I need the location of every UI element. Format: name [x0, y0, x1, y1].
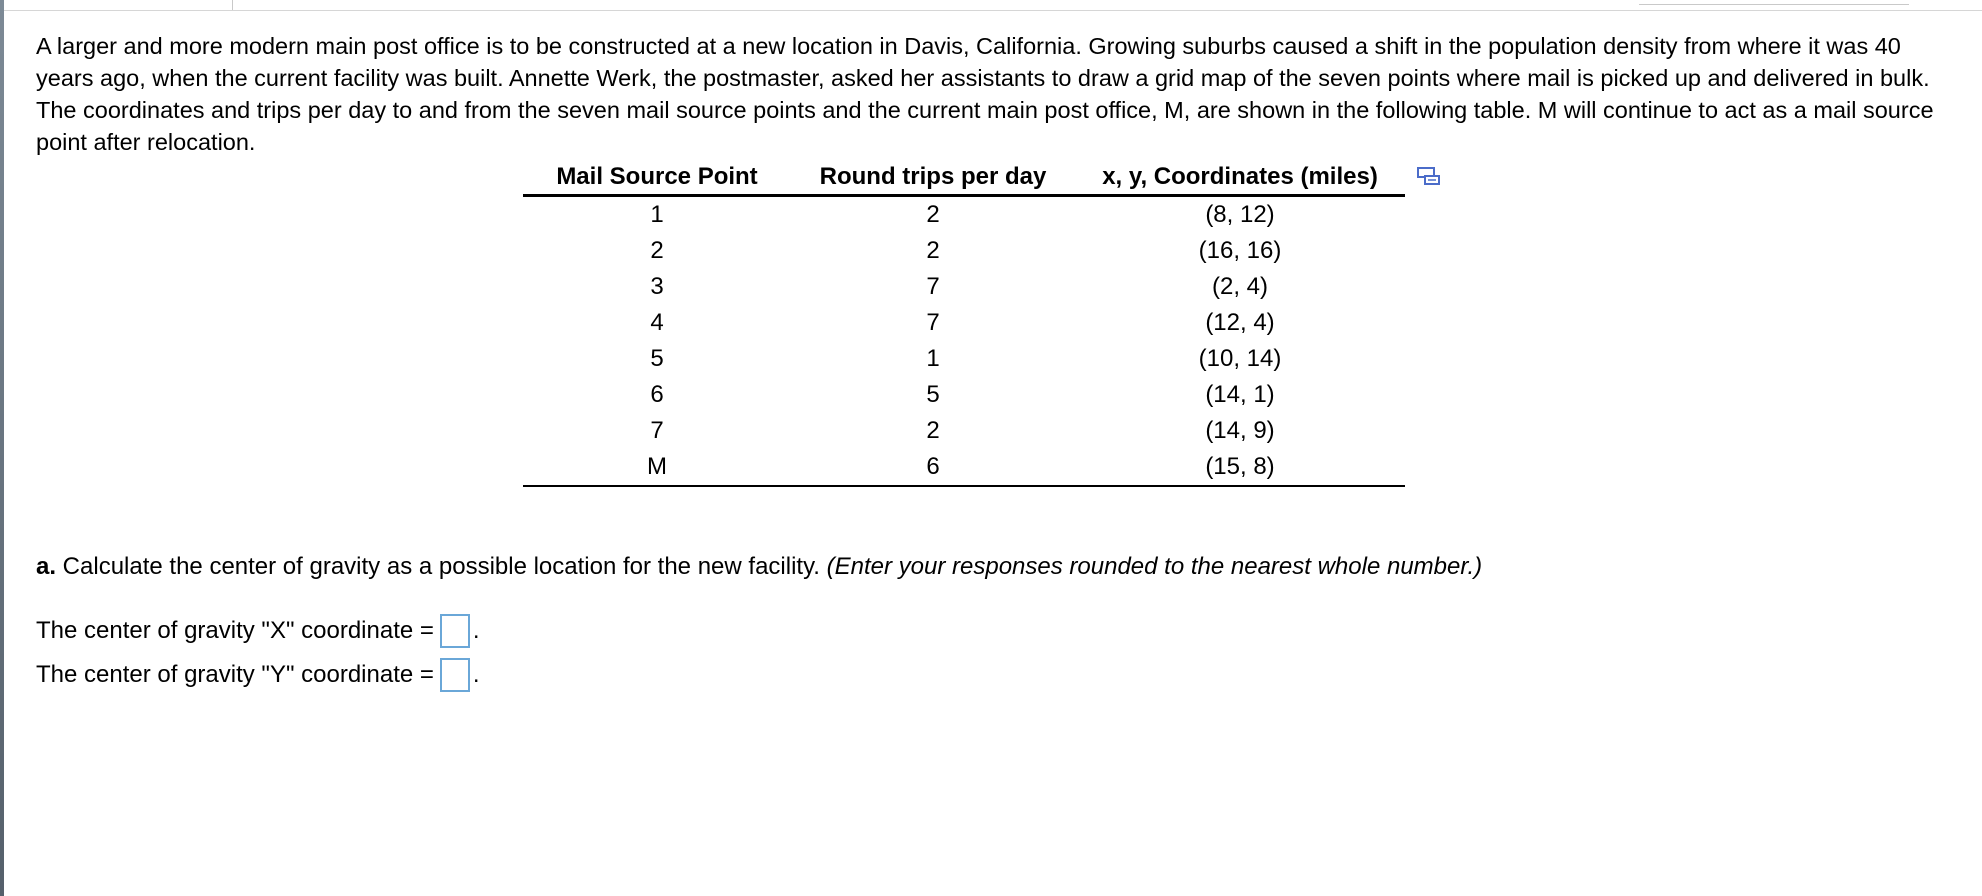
cell-trips: 2 — [926, 237, 940, 264]
header-mail-source-point: Mail Source Point — [523, 160, 791, 196]
toolbar-tab[interactable] — [1639, 0, 1909, 5]
table-row — [523, 449, 1405, 486]
problem-content — [36, 30, 1956, 158]
cell-coordinates: (15, 8) — [1075, 449, 1405, 486]
cell-trips: 2 — [926, 201, 940, 228]
cell-source-point: 3 — [650, 273, 664, 300]
cell-trips: 5 — [926, 381, 940, 408]
y-coordinate-label: The center of gravity "Y" coordinate = — [36, 661, 434, 688]
table-row — [523, 269, 1405, 305]
question-instruction: (Enter your responses rounded to the nearest whole number.) — [826, 553, 1483, 580]
table-row — [523, 413, 1405, 449]
cell-coordinates: (16, 16) — [1198, 237, 1282, 264]
cell-coordinates: (2, 4) — [1211, 273, 1268, 300]
cell-trips: 2 — [926, 417, 940, 444]
cell-coordinates: (10, 14) — [1198, 345, 1282, 372]
answer-row-x — [36, 613, 480, 649]
mail-source-table — [523, 160, 1405, 487]
problem-statement: A larger and more modern main post office is to be constructed at a new location in Davis, California. Growing suburbs caused a shift in the population density from where it was 40 years ago, when the current facility was built. Annette Werk, the postmaster, asked her assistants to draw a grid map of the seven points where mail is picked up and delivered in bulk. The coordinates and trips per day to and from the seven mail source points and the current main post office, M, are shown in the following table. M will continue to act as a mail source point after relocation. — [36, 33, 1934, 155]
question-a — [36, 549, 1482, 585]
table-header-row — [523, 160, 1405, 196]
header-round-trips: Round trips per day — [791, 160, 1075, 196]
cell-coordinates: (14, 9) — [1205, 417, 1275, 444]
top-toolbar — [4, 0, 1982, 11]
toolbar-divider — [232, 0, 233, 10]
answer-row-y — [36, 657, 480, 693]
cell-source-point: 6 — [650, 381, 664, 408]
y-coordinate-input[interactable] — [440, 658, 470, 692]
x-coordinate-label: The center of gravity "X" coordinate = — [36, 617, 434, 644]
expand-table-icon[interactable] — [1416, 166, 1442, 188]
table-row — [523, 341, 1405, 377]
cell-trips: 6 — [791, 449, 1075, 486]
expand-icon-graphic — [1416, 166, 1442, 188]
cell-source-point: 4 — [650, 309, 664, 336]
cell-coordinates: (8, 12) — [1205, 201, 1275, 228]
cell-coordinates: (12, 4) — [1205, 309, 1275, 336]
cell-source-point: M — [523, 449, 791, 486]
table-row — [523, 377, 1405, 413]
x-period: . — [472, 617, 480, 644]
cell-trips: 1 — [926, 345, 940, 372]
table-row — [523, 305, 1405, 341]
cell-source-point: 5 — [650, 345, 664, 372]
question-label: a. — [36, 553, 57, 580]
cell-source-point: 1 — [650, 201, 664, 228]
y-period: . — [472, 661, 480, 688]
cell-trips: 7 — [926, 273, 940, 300]
cell-trips: 7 — [926, 309, 940, 336]
question-text: Calculate the center of gravity as a possible location for the new facility. — [56, 553, 827, 580]
window-left-edge — [0, 0, 4, 896]
cell-coordinates: (14, 1) — [1205, 381, 1275, 408]
table-row — [523, 196, 1405, 234]
cell-source-point: 2 — [650, 237, 664, 264]
mail-source-table-container — [523, 160, 1405, 487]
header-coordinates: x, y, Coordinates (miles) — [1075, 160, 1405, 196]
cell-source-point: 7 — [650, 417, 664, 444]
table-row — [523, 233, 1405, 269]
x-coordinate-input[interactable] — [440, 614, 470, 648]
